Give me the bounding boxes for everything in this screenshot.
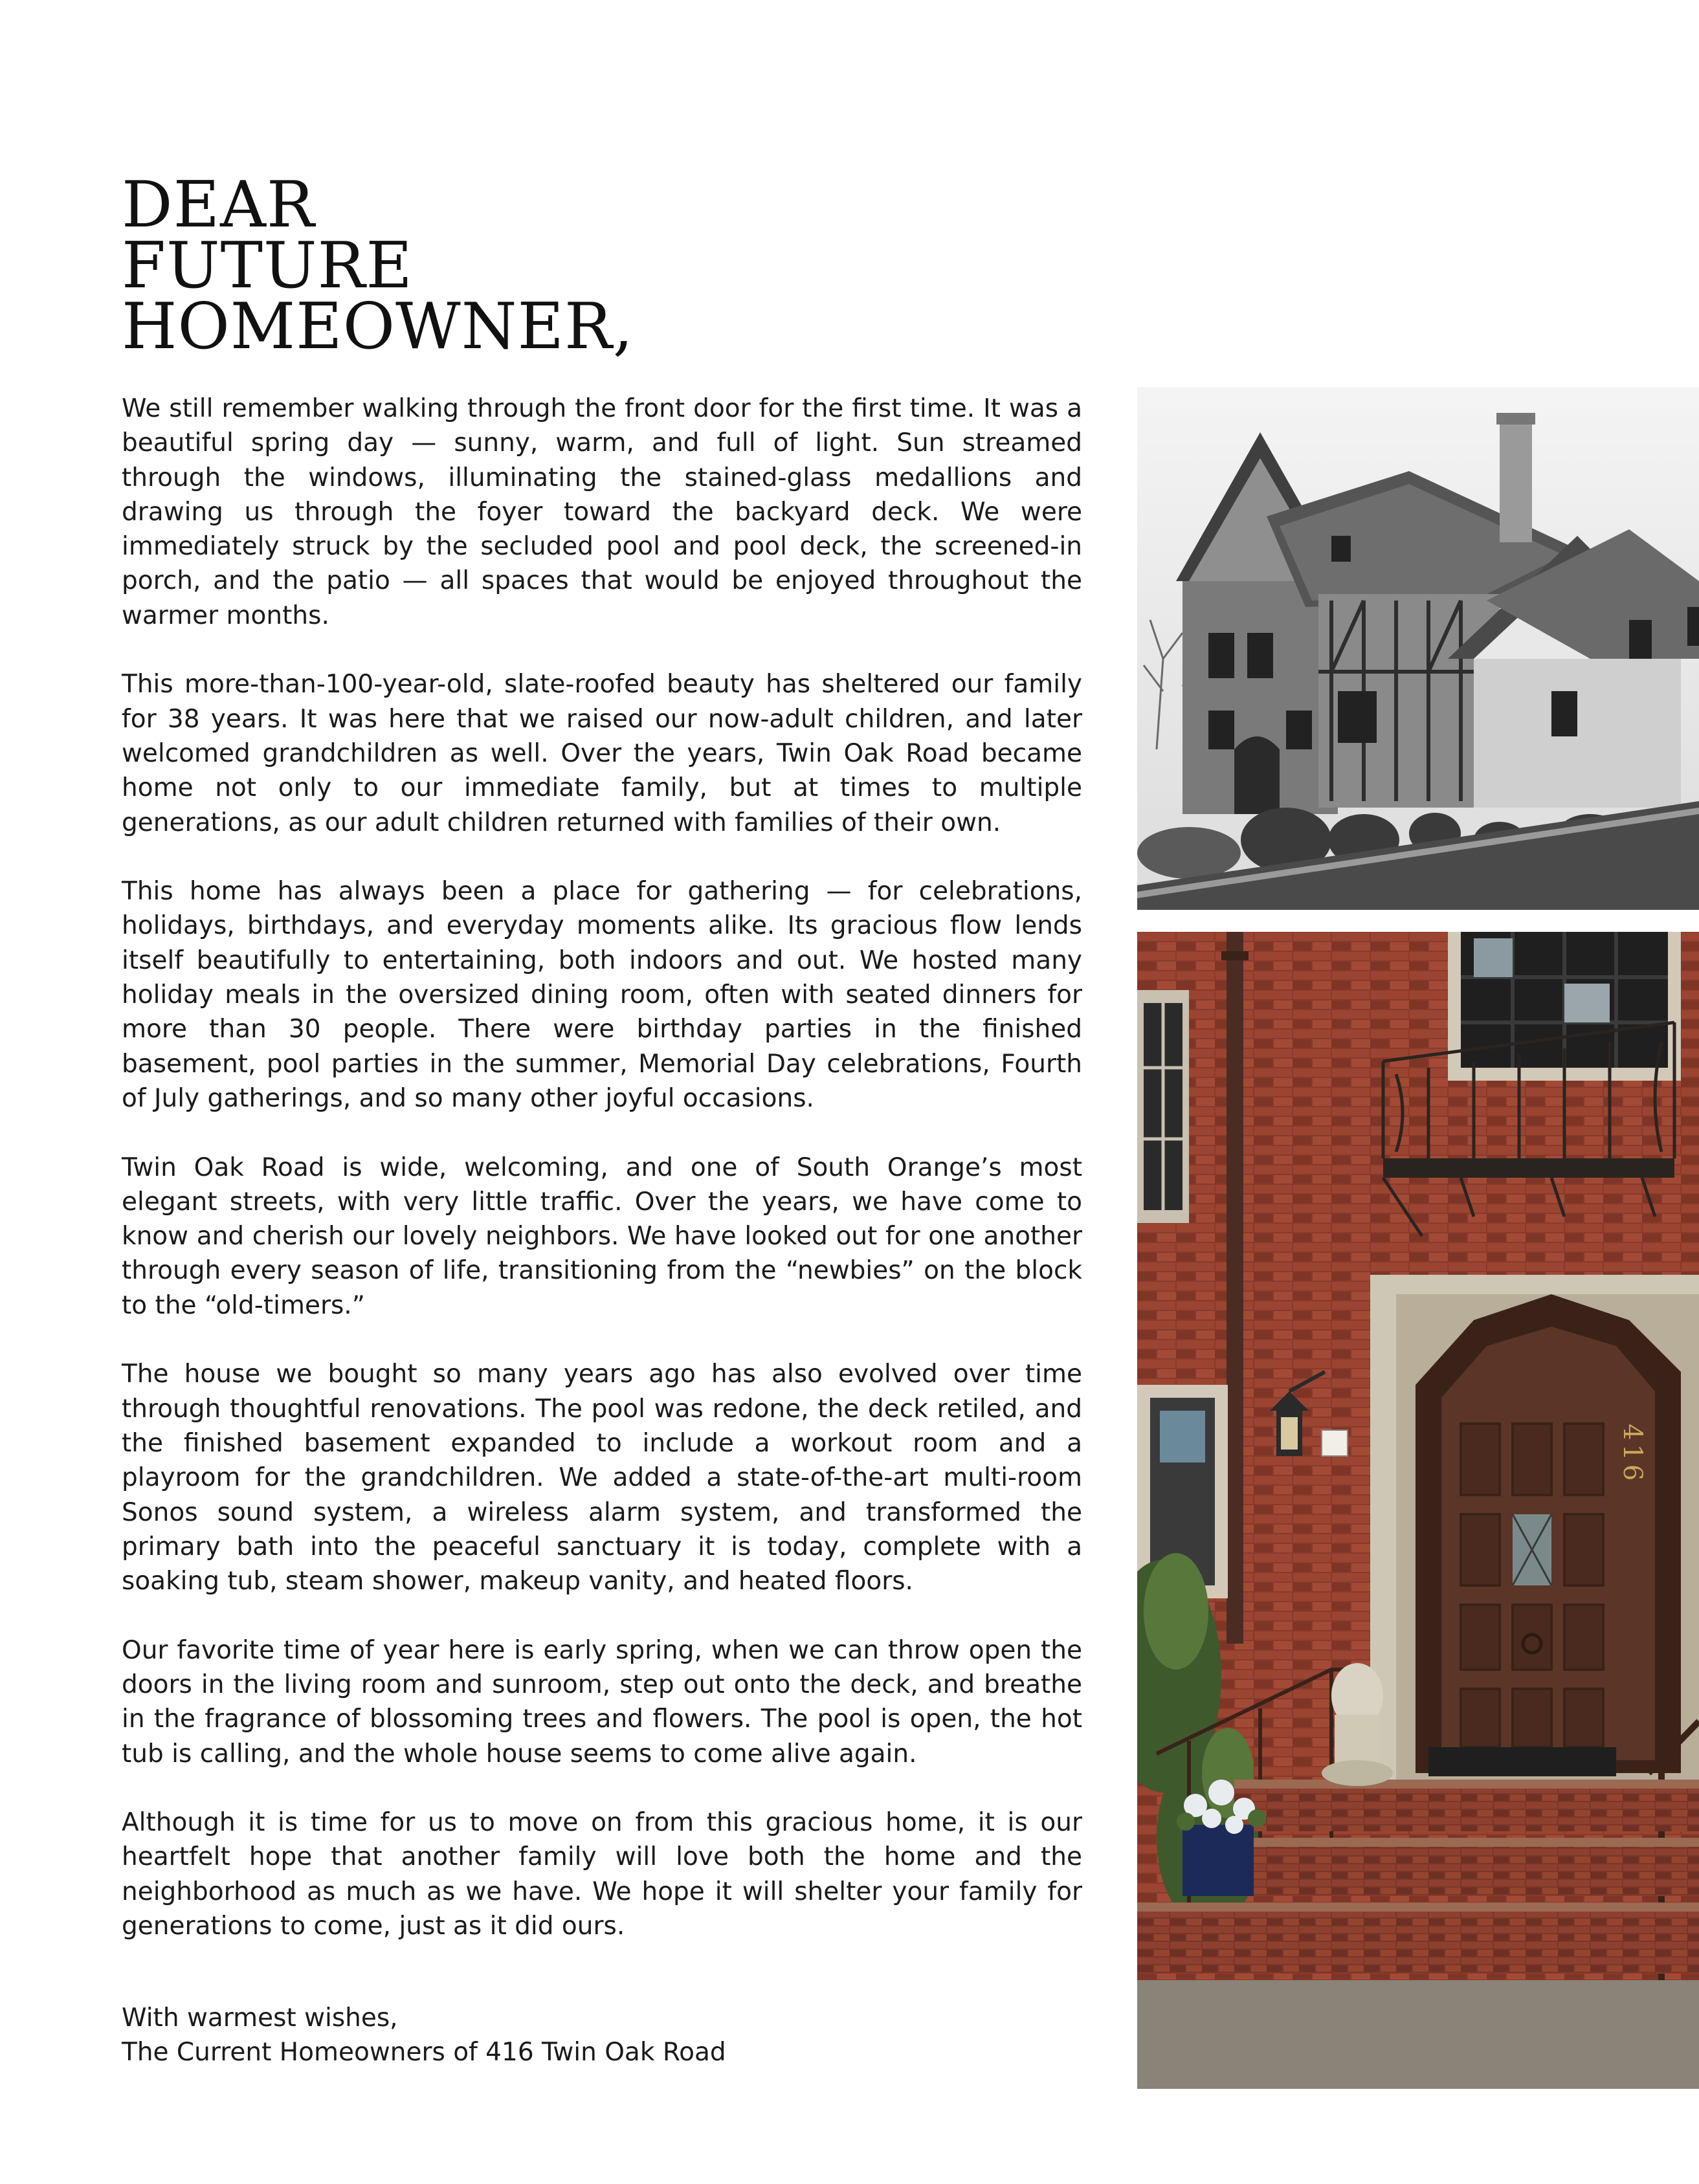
paragraph-7: Although it is time for us to move on from this gracious home, it is our heartfelt hope that another family will love both the home and the neighborhood as much as we have. We hope it will shelter your family for generations to come, just as it did ours. xyxy=(122,1808,1082,1941)
signature-line: The Current Homeowners of 416 Twin Oak Road xyxy=(122,2038,726,2068)
letter-signoff xyxy=(122,2001,1082,2070)
title-line-2: FUTURE xyxy=(122,229,413,303)
paragraph-3: This home has always been a place for gathering — for celebrations, holidays, birthdays, and everyday moments alike. Its gracious flow lends itself beautifully to entertaining, both indoors and out. We hosted many holiday meals in the oversized dining room, often with seated dinners for more than 30 people. There were birthday parties in the finished basement, pool parties in the summer, Memorial Day celebrations, Fourth of July gatherings, and so many other joyful occasions. xyxy=(122,877,1082,1113)
paragraph-4: Twin Oak Road is wide, welcoming, and one of South Orange’s most elegant streets, with very little traffic. Over the years, we have come to know and cherish our lovely neighbors. We have looked out for one another through every season of life, transitioning from the “newbies” on the block to the “old-timers.” xyxy=(122,1153,1082,1320)
historic-house-photo xyxy=(1137,387,1699,910)
door-number: 416 xyxy=(1617,1424,1647,1485)
paragraph-2: This more-than-100-year-old, slate-roofed beauty has sheltered our family for 38 years. It was here that we raised our now-adult children, and later welcomed grandchildren as well. Over the years, Twin Oak Road became home not only to our immediate family, but at times to multiple generations, as our adult children returned with families of their own. xyxy=(122,670,1082,837)
title-line-3: HOMEOWNER, xyxy=(122,290,634,364)
title-line-1: DEAR xyxy=(122,168,315,242)
letter-body xyxy=(122,392,1082,1978)
paragraph-5: The house we bought so many years ago has also evolved over time through thoughtful renovations. The pool was redone, the deck retiled, and the finished basement expanded to include a workout room and a playroom for the grandchildren. We added a state-of-the-art multi-room Sonos sound system, a wireless alarm system, and transformed the primary bath into the peaceful sanctuary it is today, complete with a soaking tub, steam shower, makeup vanity, and heated floors. xyxy=(122,1360,1082,1596)
front-door-illustration xyxy=(1137,932,1699,2089)
closing-line: With warmest wishes, xyxy=(122,2003,398,2033)
paragraph-6: Our favorite time of year here is early spring, when we can throw open the doors in the living room and sunroom, step out onto the deck, and breathe in the fragrance of blossoming trees and flowers. The pool is open, the hot tub is calling, and the whole house seems to come alive again. xyxy=(122,1635,1082,1769)
paragraph-1: We still remember walking through the front door for the first time. It was a beautiful spring day — sunny, warm, and full of light. Sun streamed through the windows, illuminating the stained-glass medallions and drawing us through the foyer toward the backyard deck. We were immediately struck by the secluded pool and pool deck, the screened-in porch, and the patio — all spaces that would be enjoyed throughout the warmer months. xyxy=(122,394,1082,630)
historic-house-illustration xyxy=(1137,387,1699,910)
front-door-photo xyxy=(1137,932,1699,2089)
letter-title xyxy=(122,168,704,364)
